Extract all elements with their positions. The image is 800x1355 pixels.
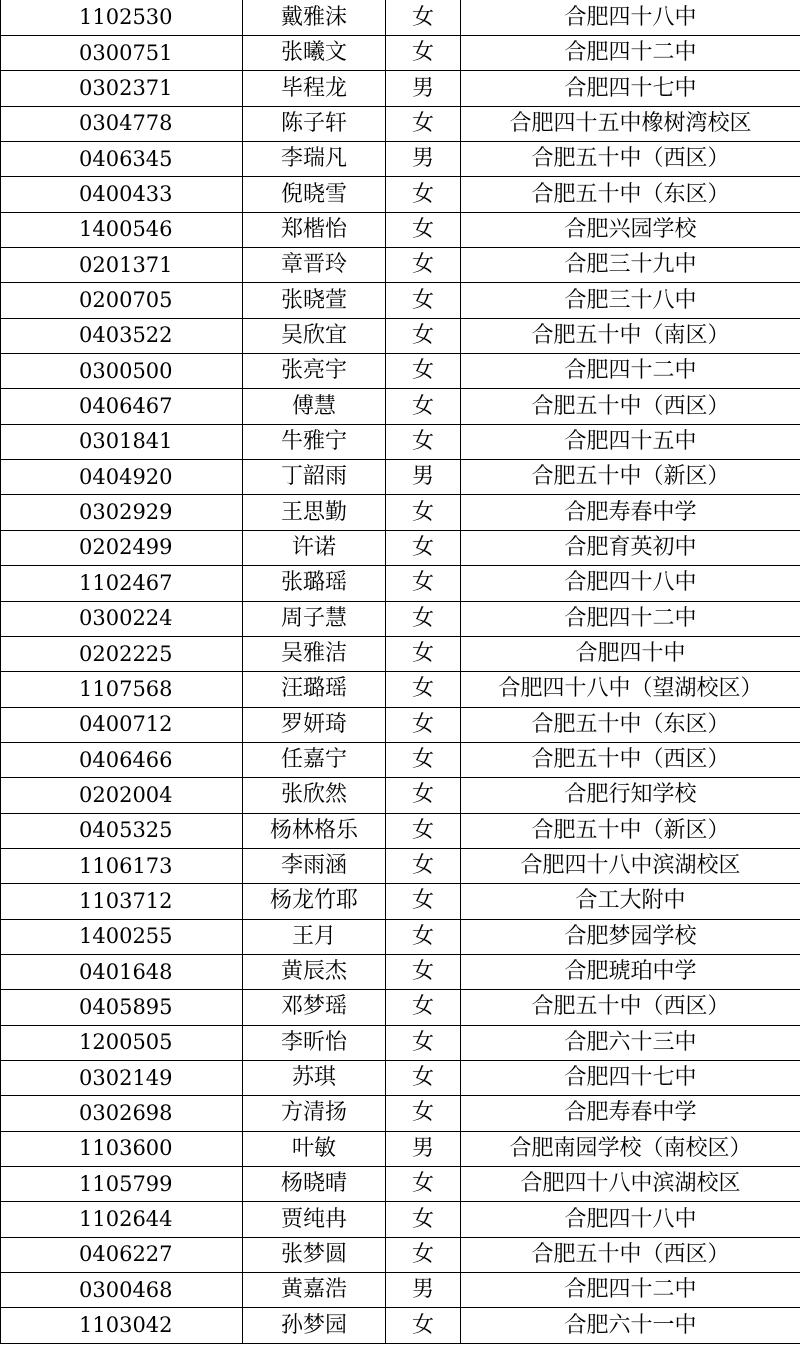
student-name-cell: 罗妍琦: [243, 707, 386, 742]
school-cell: 合肥五十中（西区）: [461, 142, 800, 177]
table-row: [1, 1273, 800, 1308]
table-row: [1, 36, 800, 71]
student-name-cell: 贾纯冉: [243, 1202, 386, 1237]
school-cell: 合肥四十八中滨湖校区: [461, 1167, 800, 1202]
student-name-cell: 叶敏: [243, 1131, 386, 1166]
gender-cell: 女: [386, 707, 461, 742]
gender-cell: 男: [386, 460, 461, 495]
student-id-cell: 1107568: [1, 672, 243, 707]
school-cell: 合肥寿春中学: [461, 495, 800, 530]
gender-cell: 女: [386, 1202, 461, 1237]
school-cell: 合肥三十九中: [461, 248, 800, 283]
school-cell: 合肥四十五中: [461, 424, 800, 459]
school-cell: 合肥四十八中: [461, 0, 800, 36]
student-id-cell: 1102467: [1, 566, 243, 601]
student-name-cell: 邓梦瑶: [243, 990, 386, 1025]
table-row: [1, 601, 800, 636]
school-cell: 合肥四十八中: [461, 1202, 800, 1237]
student-name-cell: 王月: [243, 919, 386, 954]
student-id-cell: 0302371: [1, 71, 243, 106]
school-cell: 合肥六十一中: [461, 1308, 800, 1343]
student-name-cell: 李雨涵: [243, 848, 386, 883]
school-cell: 合肥四十七中: [461, 1060, 800, 1095]
student-name-cell: 张梦圆: [243, 1237, 386, 1272]
table-row: [1, 0, 800, 36]
table-row: [1, 1167, 800, 1202]
student-id-cell: 1400255: [1, 919, 243, 954]
student-name-cell: 李昕怡: [243, 1025, 386, 1060]
gender-cell: 女: [386, 1060, 461, 1095]
school-cell: 合肥五十中（新区）: [461, 813, 800, 848]
gender-cell: 男: [386, 1273, 461, 1308]
table-row: [1, 530, 800, 565]
gender-cell: 女: [386, 1025, 461, 1060]
table-row: [1, 954, 800, 989]
student-id-cell: 1400546: [1, 212, 243, 247]
school-cell: 合肥行知学校: [461, 778, 800, 813]
student-name-cell: 张欣然: [243, 778, 386, 813]
student-id-cell: 1105799: [1, 1167, 243, 1202]
table-row: [1, 389, 800, 424]
student-id-cell: 1103712: [1, 884, 243, 919]
student-name-cell: 傅慧: [243, 389, 386, 424]
gender-cell: 女: [386, 1096, 461, 1131]
gender-cell: 女: [386, 318, 461, 353]
student-name-cell: 张璐瑶: [243, 566, 386, 601]
table-row: [1, 177, 800, 212]
school-cell: 合肥四十八中: [461, 566, 800, 601]
student-id-cell: 0406227: [1, 1237, 243, 1272]
gender-cell: 男: [386, 142, 461, 177]
gender-cell: 女: [386, 36, 461, 71]
student-name-cell: 章晋玲: [243, 248, 386, 283]
school-cell: 合肥五十中（东区）: [461, 177, 800, 212]
student-name-cell: 杨林格乐: [243, 813, 386, 848]
table-row: [1, 318, 800, 353]
gender-cell: 女: [386, 424, 461, 459]
gender-cell: 女: [386, 389, 461, 424]
table-row: [1, 778, 800, 813]
student-id-cell: 0300468: [1, 1273, 243, 1308]
table-row: [1, 566, 800, 601]
gender-cell: 女: [386, 212, 461, 247]
school-cell: 合肥五十中（新区）: [461, 460, 800, 495]
school-cell: 合肥五十中（西区）: [461, 1237, 800, 1272]
student-id-cell: 0400433: [1, 177, 243, 212]
student-id-cell: 1200505: [1, 1025, 243, 1060]
table-row: [1, 707, 800, 742]
gender-cell: 女: [386, 566, 461, 601]
gender-cell: 女: [386, 636, 461, 671]
student-name-cell: 吴欣宜: [243, 318, 386, 353]
student-name-cell: 许诺: [243, 530, 386, 565]
gender-cell: 女: [386, 672, 461, 707]
student-id-cell: 0400712: [1, 707, 243, 742]
table-row: [1, 283, 800, 318]
school-cell: 合肥五十中（西区）: [461, 742, 800, 777]
student-name-cell: 戴雅沫: [243, 0, 386, 36]
student-id-cell: 1106173: [1, 848, 243, 883]
student-id-cell: 0404920: [1, 460, 243, 495]
student-id-cell: 0202004: [1, 778, 243, 813]
student-id-cell: 0300751: [1, 36, 243, 71]
school-cell: 合肥六十三中: [461, 1025, 800, 1060]
student-id-cell: 0300224: [1, 601, 243, 636]
school-cell: 合肥四十八中（望湖校区）: [461, 672, 800, 707]
gender-cell: 女: [386, 1237, 461, 1272]
school-cell: 合肥四十八中滨湖校区: [461, 848, 800, 883]
table-row: [1, 106, 800, 141]
school-cell: 合肥五十中（西区）: [461, 389, 800, 424]
table-row: [1, 813, 800, 848]
table-row: [1, 636, 800, 671]
gender-cell: 女: [386, 106, 461, 141]
student-name-cell: 毕程龙: [243, 71, 386, 106]
student-name-cell: 方清扬: [243, 1096, 386, 1131]
student-name-cell: 任嘉宁: [243, 742, 386, 777]
gender-cell: 女: [386, 884, 461, 919]
table-row: [1, 742, 800, 777]
student-id-cell: 1103600: [1, 1131, 243, 1166]
student-name-cell: 张亮宇: [243, 354, 386, 389]
student-name-cell: 倪晓雪: [243, 177, 386, 212]
table-row: [1, 672, 800, 707]
gender-cell: 女: [386, 778, 461, 813]
student-name-cell: 牛雅宁: [243, 424, 386, 459]
student-id-cell: 0302698: [1, 1096, 243, 1131]
table-row: [1, 1096, 800, 1131]
table-row: [1, 354, 800, 389]
gender-cell: 女: [386, 742, 461, 777]
student-id-cell: 0200705: [1, 283, 243, 318]
student-name-cell: 杨龙竹耶: [243, 884, 386, 919]
gender-cell: 女: [386, 354, 461, 389]
student-id-cell: 1102644: [1, 1202, 243, 1237]
student-name-cell: 王思勤: [243, 495, 386, 530]
table-row: [1, 1308, 800, 1343]
student-id-cell: 1102530: [1, 0, 243, 36]
student-name-cell: 丁韶雨: [243, 460, 386, 495]
table-row: [1, 1060, 800, 1095]
table-row: [1, 919, 800, 954]
gender-cell: 女: [386, 495, 461, 530]
school-cell: 合肥五十中（东区）: [461, 707, 800, 742]
student-name-cell: 汪璐瑶: [243, 672, 386, 707]
table-row: [1, 1131, 800, 1166]
student-id-cell: 0304778: [1, 106, 243, 141]
gender-cell: 女: [386, 177, 461, 212]
gender-cell: 女: [386, 248, 461, 283]
student-name-cell: 吴雅洁: [243, 636, 386, 671]
school-cell: 合肥育英初中: [461, 530, 800, 565]
table-row: [1, 142, 800, 177]
student-id-cell: 0302149: [1, 1060, 243, 1095]
student-id-cell: 0403522: [1, 318, 243, 353]
school-cell: 合肥四十中: [461, 636, 800, 671]
school-cell: 合肥南园学校（南校区）: [461, 1131, 800, 1166]
school-cell: 合肥三十八中: [461, 283, 800, 318]
gender-cell: 女: [386, 848, 461, 883]
student-name-cell: 张晓萱: [243, 283, 386, 318]
school-cell: 合肥四十二中: [461, 354, 800, 389]
student-id-cell: 0406467: [1, 389, 243, 424]
student-id-cell: 0406345: [1, 142, 243, 177]
table-row: [1, 848, 800, 883]
table-row: [1, 424, 800, 459]
table-row: [1, 1237, 800, 1272]
gender-cell: 男: [386, 1131, 461, 1166]
table-row: [1, 71, 800, 106]
gender-cell: 女: [386, 0, 461, 36]
table-row: [1, 212, 800, 247]
school-cell: 合肥四十五中橡树湾校区: [461, 106, 800, 141]
student-name-cell: 孙梦园: [243, 1308, 386, 1343]
student-name-cell: 苏琪: [243, 1060, 386, 1095]
gender-cell: 女: [386, 283, 461, 318]
student-name-cell: 杨晓晴: [243, 1167, 386, 1202]
gender-cell: 女: [386, 954, 461, 989]
gender-cell: 女: [386, 530, 461, 565]
school-cell: 合肥梦园学校: [461, 919, 800, 954]
school-cell: 合肥四十二中: [461, 1273, 800, 1308]
student-name-cell: 李瑞凡: [243, 142, 386, 177]
gender-cell: 女: [386, 1308, 461, 1343]
gender-cell: 女: [386, 601, 461, 636]
student-id-cell: 0405325: [1, 813, 243, 848]
student-id-cell: 0301841: [1, 424, 243, 459]
gender-cell: 女: [386, 1167, 461, 1202]
student-id-cell: 0202499: [1, 530, 243, 565]
student-id-cell: 0406466: [1, 742, 243, 777]
school-cell: 合肥五十中（南区）: [461, 318, 800, 353]
student-id-cell: 0201371: [1, 248, 243, 283]
gender-cell: 男: [386, 71, 461, 106]
student-id-cell: 1103042: [1, 1308, 243, 1343]
table-row: [1, 884, 800, 919]
school-cell: 合肥五十中（西区）: [461, 990, 800, 1025]
school-cell: 合肥四十二中: [461, 601, 800, 636]
student-id-cell: 0401648: [1, 954, 243, 989]
school-cell: 合肥兴园学校: [461, 212, 800, 247]
table-row: [1, 1202, 800, 1237]
student-name-cell: 郑楷怡: [243, 212, 386, 247]
student-name-cell: 张曦文: [243, 36, 386, 71]
student-name-cell: 周子慧: [243, 601, 386, 636]
table-row: [1, 495, 800, 530]
school-cell: 合工大附中: [461, 884, 800, 919]
school-cell: 合肥四十七中: [461, 71, 800, 106]
student-id-cell: 0302929: [1, 495, 243, 530]
school-cell: 合肥琥珀中学: [461, 954, 800, 989]
gender-cell: 女: [386, 813, 461, 848]
gender-cell: 女: [386, 919, 461, 954]
student-id-cell: 0202225: [1, 636, 243, 671]
table-row: [1, 460, 800, 495]
student-name-cell: 黄嘉浩: [243, 1273, 386, 1308]
table-row: [1, 990, 800, 1025]
gender-cell: 女: [386, 990, 461, 1025]
student-name-cell: 黄辰杰: [243, 954, 386, 989]
table-row: [1, 248, 800, 283]
school-cell: 合肥寿春中学: [461, 1096, 800, 1131]
school-cell: 合肥四十二中: [461, 36, 800, 71]
student-name-cell: 陈子轩: [243, 106, 386, 141]
student-id-cell: 0300500: [1, 354, 243, 389]
roster-body: [1, 0, 800, 1343]
student-id-cell: 0405895: [1, 990, 243, 1025]
table-row: [1, 1025, 800, 1060]
